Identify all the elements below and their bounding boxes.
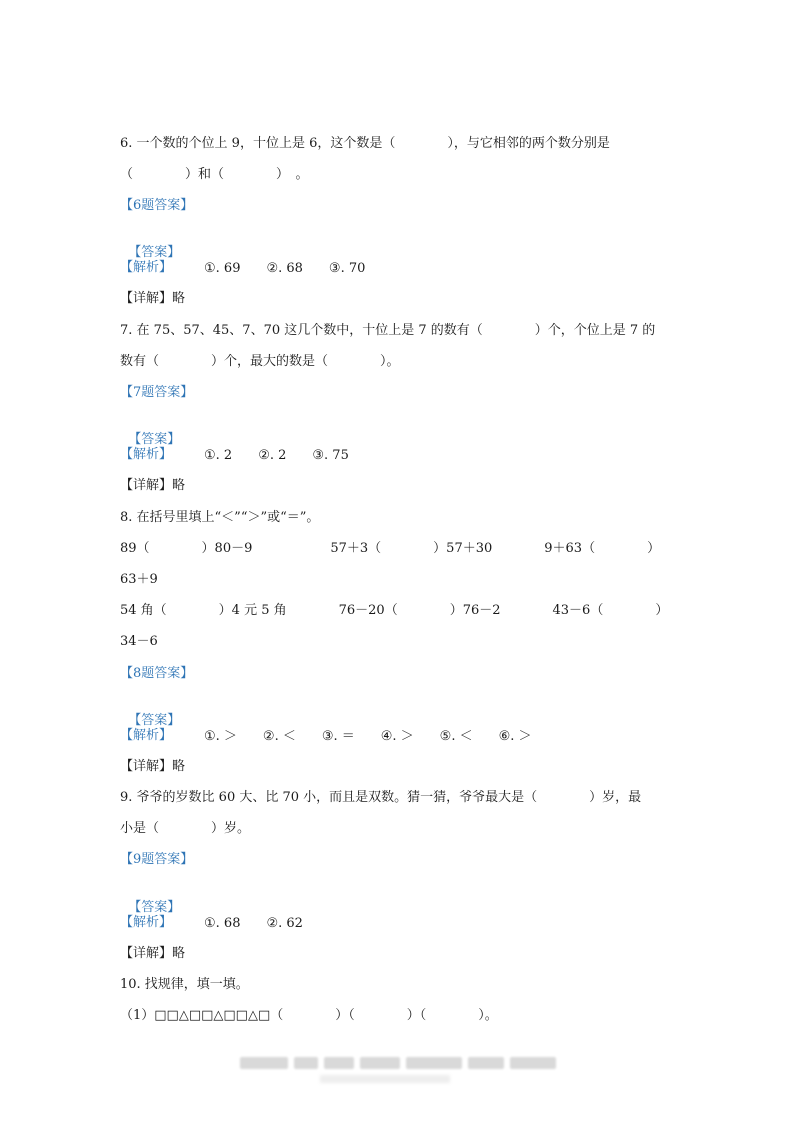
q7-analysis-label: 【解析】: [120, 447, 173, 462]
q7-stem-line1: 7. 在 75、57、45、7、70 这几个数中，十位上是 7 的数有（ ）个，个位上是 7 的: [120, 323, 656, 338]
q8-row1-wrap: 63＋9: [120, 572, 158, 587]
q6-detail: 【详解】略: [120, 291, 186, 306]
q10-stem-line1: 10. 找规律，填一填。: [120, 977, 249, 992]
q9-answer-values: ①. 68 ②. 62: [204, 916, 303, 931]
q7-answer-label: 【答案】: [128, 432, 181, 447]
q6-answer-header: 【6题答案】: [120, 198, 194, 213]
q7-answer-values: ①. 2 ②. 2 ③. 75: [204, 448, 349, 463]
q6-stem-line1: 6. 一个数的个位上 9，十位上是 6，这个数是（ ），与它相邻的两个数分别是: [120, 136, 610, 151]
blurred-footer-sub: [320, 1075, 450, 1083]
q6-stem-line2: （ ）和（ ） 。: [120, 167, 309, 182]
q10-part1: （1）□□△□□△□□△□（ ）（ ）（ ）。: [120, 1008, 498, 1023]
blurred-footer: [240, 1055, 556, 1071]
q6-answer-label: 【答案】: [128, 245, 181, 260]
q8-row1: 89（ ）80－9 57＋3（ ）57＋30 9＋63（ ）: [120, 541, 661, 556]
q9-answer-header: 【9题答案】: [120, 852, 194, 867]
q9-answer-label: 【答案】: [128, 900, 181, 915]
q7-stem-line2: 数有（ ）个，最大的数是（ ）。: [120, 354, 400, 369]
q8-answer-header: 【8题答案】: [120, 666, 194, 681]
q8-row2: 54 角（ ）4 元 5 角 76－20（ ）76－2 43－6（ ）: [120, 603, 669, 618]
q7-answer-header: 【7题答案】: [120, 385, 194, 400]
q6-answer-values: ①. 69 ②. 68 ③. 70: [204, 261, 366, 276]
q9-detail: 【详解】略: [120, 946, 186, 961]
q8-row2-wrap: 34－6: [120, 634, 158, 649]
q7-detail: 【详解】略: [120, 478, 186, 493]
q6-analysis-label: 【解析】: [120, 260, 173, 275]
q8-detail: 【详解】略: [120, 759, 186, 774]
q8-analysis-label: 【解析】: [120, 728, 173, 743]
q8-answer-values: ①. ＞ ②. ＜ ③. ＝ ④. ＞ ⑤. ＜ ⑥. ＞: [204, 729, 532, 744]
q9-analysis-label: 【解析】: [120, 915, 173, 930]
q8-stem-line1: 8. 在括号里填上“＜”“＞”或“＝”。: [120, 510, 320, 525]
q9-stem-line1: 9. 爷爷的岁数比 60 大、比 70 小，而且是双数。猜一猜，爷爷最大是（ ）岁，最: [120, 790, 642, 805]
q9-stem-line2: 小是（ ）岁。: [120, 821, 251, 836]
q8-answer-label: 【答案】: [128, 713, 181, 728]
